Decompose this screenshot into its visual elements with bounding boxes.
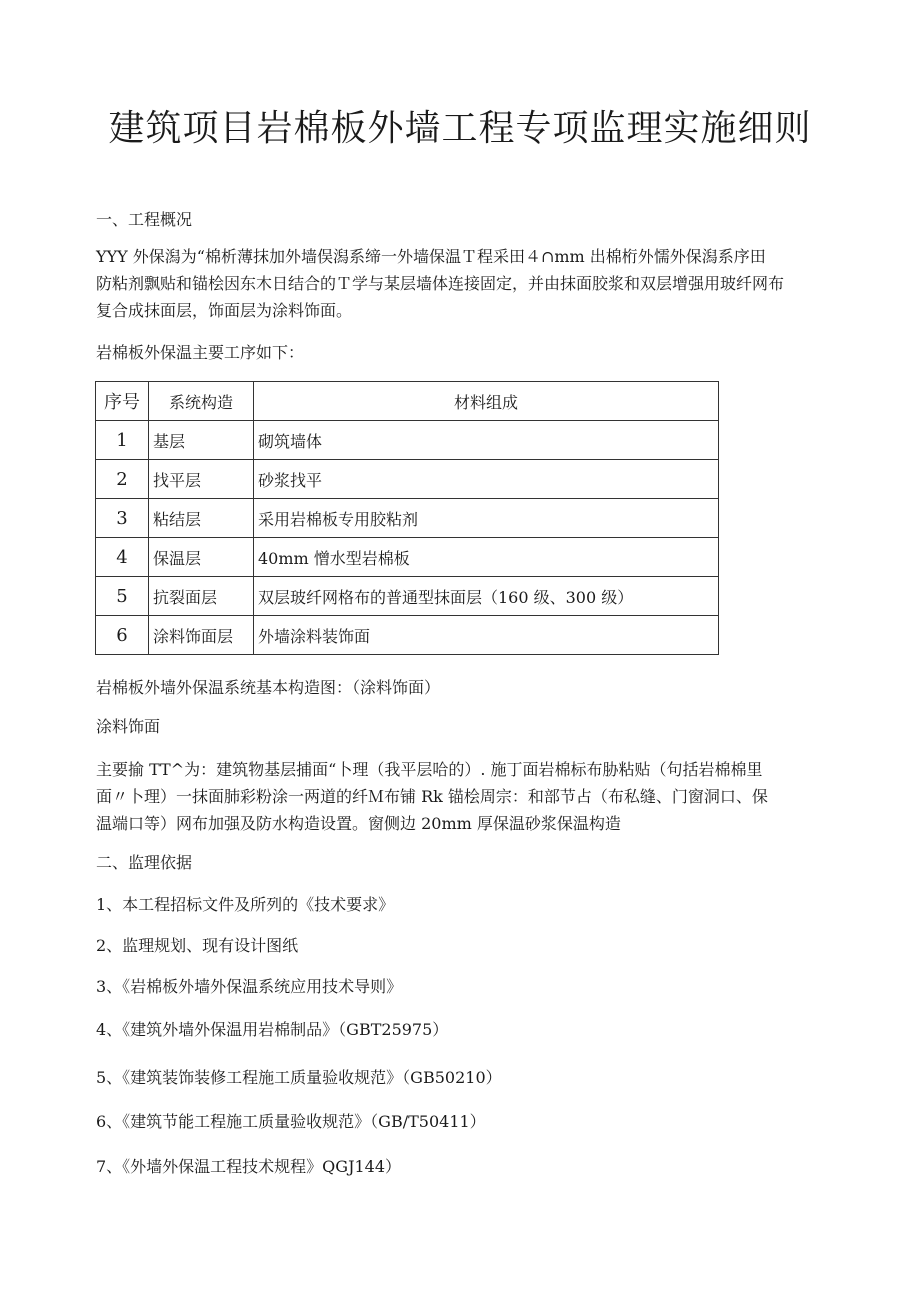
table-row [96,538,719,577]
table-row [96,499,719,538]
process-intro: 岩棉板外保温主要工序如下： [96,343,305,362]
row-number: 1 [96,421,149,460]
row-layer: 找平层 [149,460,254,499]
main-process-paragraph [96,756,836,837]
row-material: 外墙涂料装饰面 [254,616,719,655]
row-layer: 粘结层 [149,499,254,538]
basis-item: 3、《岩棉板外墙外保温系统应用技术导则》 [96,977,403,996]
table-row [96,577,719,616]
row-material: 砌筑墙体 [254,421,719,460]
main-process-line-2: 面〃卜理）一抹面肺彩粉涂一两道的纤Ｍ布铺 Rk 锚桧周宗：和部节占（布私缝、门窗洞口、保 [96,787,768,806]
row-number: 4 [96,538,149,577]
header-layer: 系统构造 [149,382,254,421]
row-number: 3 [96,499,149,538]
row-material: 采用岩棉板专用胶粘剂 [254,499,719,538]
main-process-line-1: 主要揄 TT^为：建筑物基层捕面“卜理（我平层哈的）. 施丁面岩棉标布胁粘贴（句括岩棉棉里 [96,760,763,779]
overview-line-2: 防粘剂飘贴和锚桧因东木日结合的Ｔ学与某层墙体连接固定，并由抹面胶浆和双层增强用玻纤网布 [96,274,785,293]
basis-item: 5、《建筑装饰装修工程施工质量验收规范》（GB50210） [96,1068,502,1087]
main-process-line-3: 温端口等）网布加强及防水构造设置。窗侧边 20mm 厚保温砂浆保温构造 [96,814,621,833]
basis-item: 6、《建筑节能工程施工质量验收规范》（GB/T50411） [96,1112,486,1131]
table-header-row [96,382,719,421]
overview-line-1: YYY 外保潟为“棉析薄抹加外墙俣潟系缔一外墙保温Ｔ程采田４∩mm 出棉桁外懦外保潟系序田 [96,247,766,266]
row-number: 6 [96,616,149,655]
basis-item: 7、《外墙外保温工程技术规程》QGJ144） [96,1157,402,1176]
row-material: 40mm 憎水型岩棉板 [254,538,719,577]
row-material: 双层玻纤网格布的普通型抹面层（160 级、300 级） [254,577,719,616]
diagram-caption: 岩棉板外墙外保温系统基本构造图：（涂料饰面） [96,678,441,697]
row-layer: 涂料饰面层 [149,616,254,655]
overview-line-3: 复合成抹面层，饰面层为涂料饰面。 [96,301,353,320]
basis-item: 4、《建筑外墙外保温用岩棉制品》（GBT25975） [96,1020,449,1039]
document-title: 建筑项目岩棉板外墙工程专项监理实施细则 [108,108,812,149]
row-layer: 抗裂面层 [149,577,254,616]
overview-paragraph [96,243,836,324]
process-table [95,381,719,655]
row-layer: 基层 [149,421,254,460]
table-row [96,460,719,499]
finish-label: 涂料饰面 [96,717,161,736]
row-number: 5 [96,577,149,616]
table-row [96,616,719,655]
section-1-heading: 一、工程概况 [96,210,193,229]
row-number: 2 [96,460,149,499]
header-number: 序号 [96,382,149,421]
section-2-heading: 二、监理依据 [96,853,193,872]
row-material: 砂浆找平 [254,460,719,499]
basis-item: 1、本工程招标文件及所列的《技术要求》 [96,895,395,914]
header-material: 材料组成 [254,382,719,421]
basis-item: 2、监理规划、现有设计图纸 [96,936,299,955]
table-row [96,421,719,460]
row-layer: 保温层 [149,538,254,577]
